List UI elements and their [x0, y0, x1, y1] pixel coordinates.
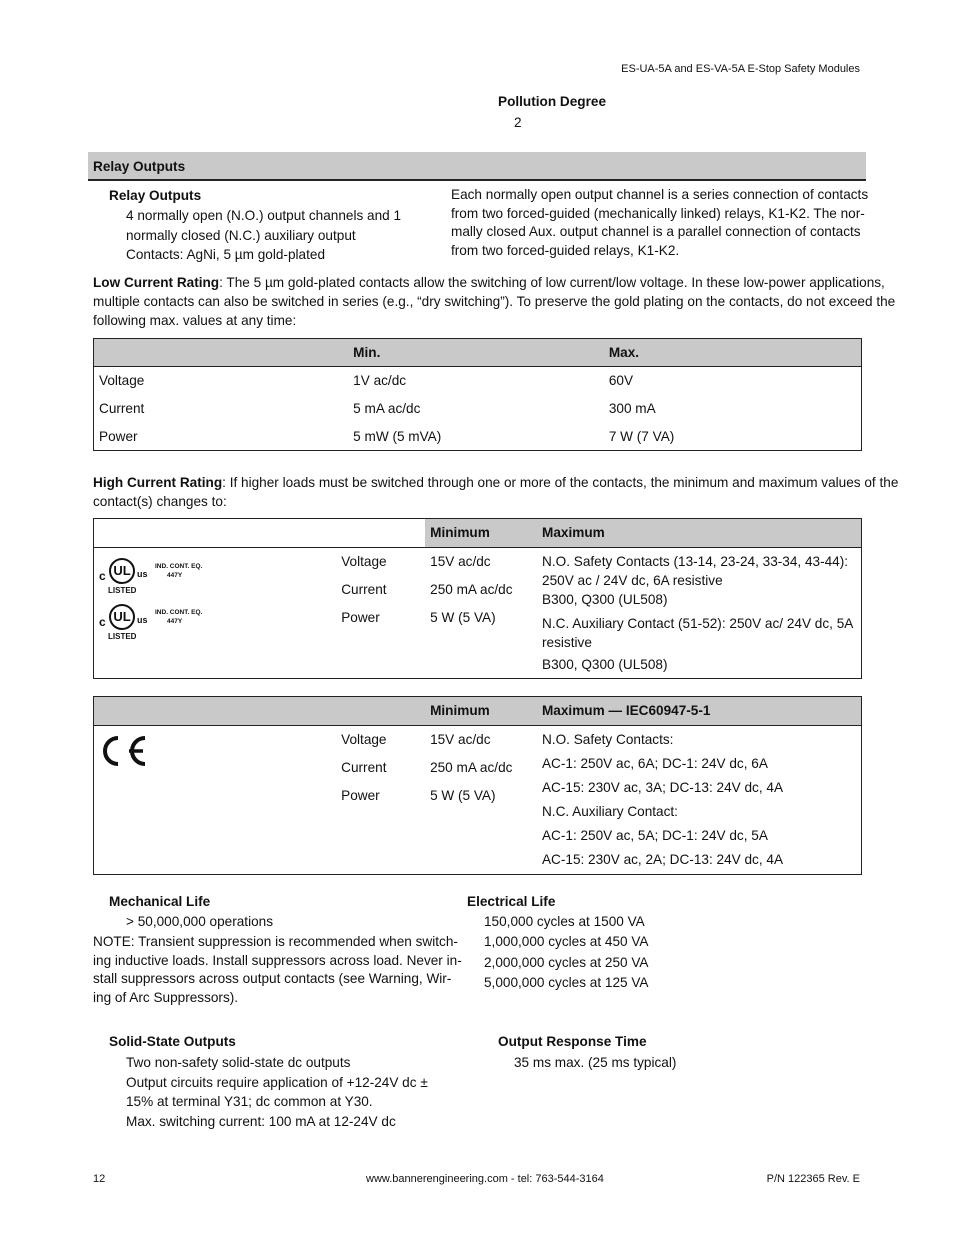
response-time-value: 35 ms max. (25 ms typical) [514, 1055, 677, 1070]
high-current-ul-table [93, 518, 862, 679]
table-cell: resistive [542, 635, 592, 650]
table-cell: B300, Q300 (UL508) [542, 592, 668, 607]
ul-logo-cell [94, 548, 337, 679]
text-line: Output circuits require application of +12-24V dc ± [126, 1074, 428, 1090]
maximum-column [537, 548, 861, 679]
column-header [336, 697, 425, 726]
low-current-label: Low Current Rating [93, 275, 220, 290]
column-header: Min. [348, 339, 604, 367]
table-cell: 7 W (7 VA) [608, 428, 675, 444]
column-header: Maximum [537, 519, 861, 548]
table-cell: AC-1: 250V ac, 5A; DC-1: 24V dc, 5A [541, 828, 768, 843]
ul-c-mark: c [99, 569, 106, 583]
high-current-ce-table [93, 696, 862, 875]
table-cell: 250 mA ac/dc [430, 582, 513, 597]
text-line: 4 normally open (N.O.) output channels and 1 [126, 208, 402, 223]
page-number: 12 [93, 1173, 106, 1185]
solid-state-heading: Solid-State Outputs [109, 1034, 236, 1049]
low-current-table [93, 338, 862, 451]
minimum-column [425, 726, 537, 875]
document-header-title: ES-UA-5A and ES-VA-5A E-Stop Safety Modules [621, 63, 860, 75]
transient-note [93, 933, 462, 1008]
text-line: mally closed Aux. output channel is a parallel connection of contacts [451, 224, 861, 239]
table-cell: Current [341, 582, 387, 597]
table-cell: B300, Q300 (UL508) [542, 657, 668, 672]
table-row [94, 367, 862, 395]
text-line: stall suppressors across output contacts (see Warning, Wir- [93, 971, 452, 987]
electrical-life-heading: Electrical Life [467, 894, 556, 909]
table-cell: Power [341, 610, 380, 625]
table-header-row [94, 519, 862, 548]
table-cell: 5 mW (5 mVA) [353, 428, 442, 444]
pollution-degree-value: 2 [514, 115, 522, 130]
relay-outputs-section-bar [88, 152, 866, 181]
high-current-label: High Current Rating [93, 475, 223, 490]
ul-us-mark: us [137, 569, 148, 579]
ul-listed-text: LISTED [108, 586, 137, 595]
part-number: P/N 122365 Rev. E [766, 1173, 860, 1185]
table-cell: 15V ac/dc [430, 554, 491, 569]
table-row [94, 395, 862, 423]
text-line: from two forced-guided relays, K1-K2. [451, 242, 680, 258]
column-header [336, 519, 425, 548]
table-cell: AC-15: 230V ac, 2A; DC-13: 24V dc, 4A [541, 852, 784, 867]
relay-outputs-description [126, 206, 401, 265]
list-item: 2,000,000 cycles at 250 VA [484, 954, 649, 970]
text-line: contact(s) changes to: [93, 494, 227, 509]
table-cell: 300 mA [608, 400, 656, 416]
low-current-paragraph [93, 273, 895, 330]
footer-contact: www.bannerengineering.com - tel: 763-544-3164 [366, 1173, 604, 1185]
table-cell: Voltage [99, 373, 145, 389]
parameter-column [336, 548, 425, 679]
column-header: Minimum [425, 697, 537, 726]
relay-outputs-heading: Relay Outputs [109, 188, 202, 203]
ul-listed-logo [99, 558, 209, 602]
ul-ind-text: IND. CONT. EQ. [155, 609, 203, 616]
high-current-paragraph [93, 473, 898, 511]
text-line: Contacts: AgNi, 5 µm gold-plated [126, 247, 326, 262]
ul-file-number: 447Y [167, 572, 183, 579]
table-cell: 5 W (5 VA) [430, 610, 496, 625]
table-cell: AC-15: 230V ac, 3A; DC-13: 24V dc, 4A [541, 780, 784, 795]
table-row [94, 423, 862, 451]
ul-circle-mark: UL [109, 558, 135, 584]
table-cell: 15V ac/dc [430, 732, 491, 747]
relay-outputs-explanation [451, 186, 868, 260]
text-line: 15% at terminal Y31; dc common at Y30. [126, 1094, 373, 1110]
table-cell: Voltage [341, 554, 387, 569]
table-row [94, 548, 862, 679]
ul-c-mark: c [99, 615, 106, 629]
table-cell: 250 mA ac/dc [430, 760, 513, 775]
ul-ind-text: IND. CONT. EQ. [155, 563, 203, 570]
text-line: Each normally open output channel is a series connection of contacts [451, 187, 869, 202]
table-cell: Power [99, 428, 138, 444]
ul-us-mark: us [137, 615, 148, 625]
list-item: 1,000,000 cycles at 450 VA [484, 934, 649, 950]
table-cell: N.C. Auxiliary Contact (51-52): 250V ac/ 24V dc, 5A [542, 616, 854, 631]
column-header [94, 697, 337, 726]
mechanical-life-value: > 50,000,000 operations [126, 914, 274, 929]
section-title: Relay Outputs [93, 159, 186, 174]
column-header: Maximum — IEC60947-5-1 [537, 697, 862, 726]
table-cell: 5 W (5 VA) [430, 788, 496, 803]
text-line: following max. values at any time: [93, 313, 297, 328]
mechanical-life-heading: Mechanical Life [109, 894, 211, 909]
solid-state-details [126, 1053, 428, 1132]
table-cell: Current [341, 760, 387, 775]
ce-mark-icon [99, 734, 149, 768]
text-line: normally closed (N.C.) auxiliary output [126, 227, 356, 243]
table-cell: N.O. Safety Contacts (13-14, 23-24, 33-34, 43-44): [542, 554, 849, 569]
table-row [94, 726, 862, 875]
ce-logo-cell [94, 726, 337, 875]
table-cell: 250V ac / 24V dc, 6A resistive [542, 573, 723, 588]
text-line: from two forced-guided (mechanically linked) relays, K1-K2. The nor- [451, 205, 865, 221]
table-cell: 5 mA ac/dc [353, 400, 421, 416]
text-span: : The 5 µm gold-plated contacts allow the switching of low current/low voltage. In these low-power applications, [219, 275, 885, 290]
text-line: ing of Arc Suppressors). [93, 990, 239, 1006]
table-cell: Voltage [341, 732, 387, 747]
table-cell: N.O. Safety Contacts: [541, 732, 674, 747]
table-header-row [94, 697, 862, 726]
response-time-heading: Output Response Time [498, 1034, 647, 1049]
electrical-life-list [484, 912, 649, 993]
table-cell: 1V ac/dc [353, 373, 407, 389]
column-header: Max. [604, 339, 862, 367]
table-cell: 60V [608, 373, 634, 389]
pollution-degree-heading: Pollution Degree [498, 94, 607, 109]
text-line: ing inductive loads. Install suppressors across load. Never in- [93, 952, 462, 968]
text-line: multiple contacts can also be switched in series (e.g., “dry switching”). To preserve the gold plating on the contacts, do not exceed the [93, 294, 896, 309]
table-cell: Current [99, 400, 145, 416]
column-header [94, 519, 337, 548]
ul-file-number: 447Y [167, 618, 183, 625]
column-header: Minimum [425, 519, 537, 548]
table-cell: AC-1: 250V ac, 6A; DC-1: 24V dc, 6A [541, 756, 768, 771]
text-line: Max. switching current: 100 mA at 12-24V dc [126, 1114, 396, 1130]
list-item: 5,000,000 cycles at 125 VA [484, 974, 649, 990]
text-line: NOTE: Transient suppression is recommended when switch- [93, 934, 458, 949]
column-header [94, 339, 349, 367]
text-span: : If higher loads must be switched through one or more of the contacts, the minimum and maximum values of the [222, 475, 899, 490]
parameter-column [336, 726, 425, 875]
table-cell: N.C. Auxiliary Contact: [541, 804, 678, 819]
ul-listed-logo [99, 604, 209, 648]
text-line: Two non-safety solid-state dc outputs [126, 1055, 351, 1070]
minimum-column [425, 548, 537, 679]
table-cell: Power [341, 788, 380, 803]
ul-listed-text: LISTED [108, 632, 137, 641]
maximum-column [537, 726, 862, 875]
table-header-row [94, 339, 862, 367]
list-item: 150,000 cycles at 1500 VA [484, 914, 645, 929]
ul-circle-mark: UL [109, 604, 135, 630]
